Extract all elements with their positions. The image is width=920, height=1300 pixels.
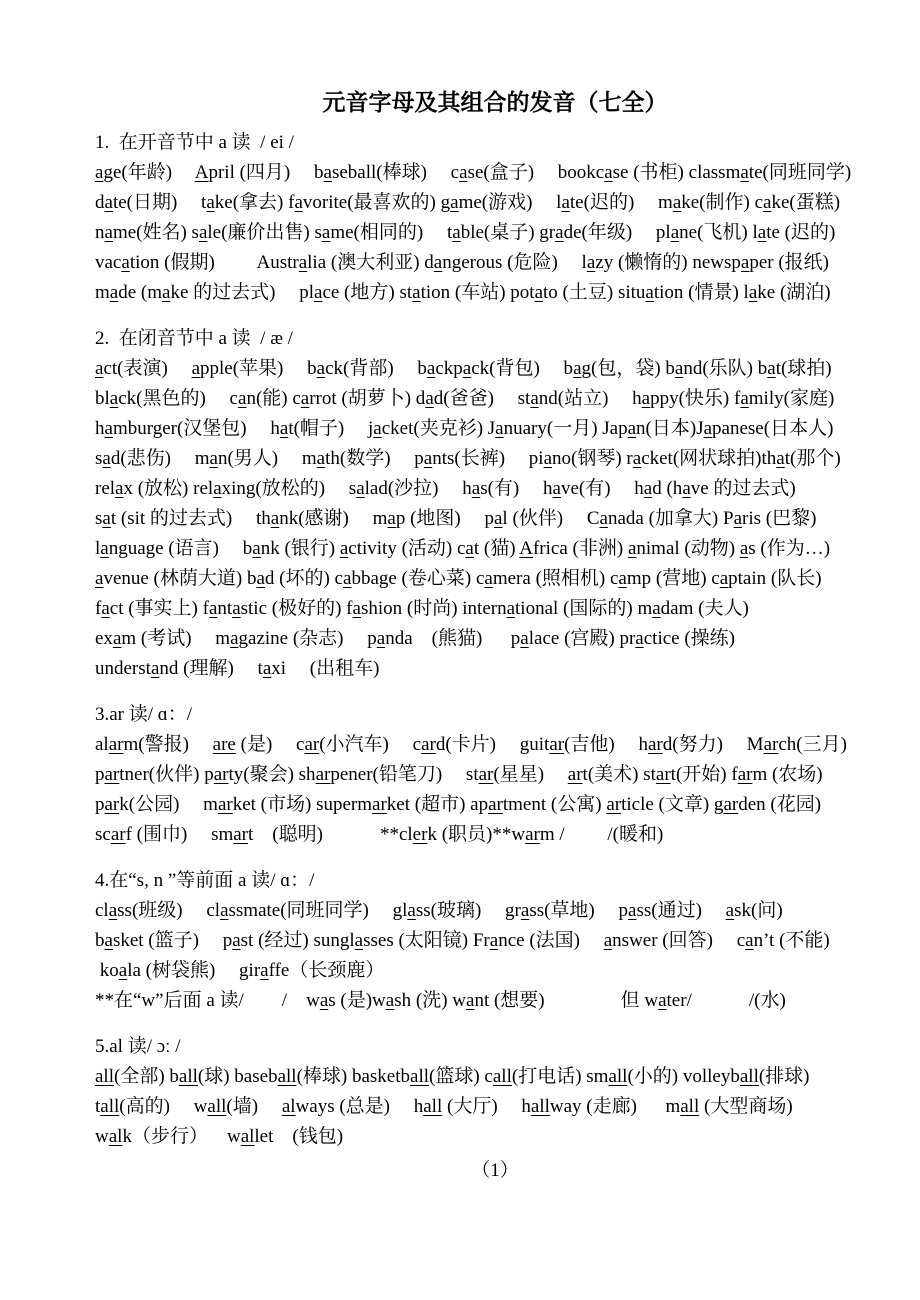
document-title: 元音字母及其组合的发音（七全）: [322, 90, 668, 115]
word-list-line: partner(伙伴) party(聚会) sharpener(铅笔刀) star(星星) art(美术) start(开始) farm (农场): [95, 764, 823, 785]
word-list-line: walk（步行） wallet (钱包): [95, 1126, 344, 1147]
word-list-line: all(全部) ball(球) baseball(棒球) basketball(篮球) call(打电话) small(小的) volleyball(排球): [95, 1066, 810, 1087]
word-list-line: date(日期) take(拿去) favorite(最喜欢的) game(游戏) late(迟的) make(制作) cake(蛋糕): [95, 192, 841, 213]
word-list-line: basket (篮子) past (经过) sunglasses (太阳镜) France (法国) answer (回答) can’t (不能): [95, 930, 830, 951]
word-list-line: name(姓名) sale(廉价出售) same(相同的) table(桌子) grade(年级) plane(飞机) late (迟的): [95, 222, 836, 243]
word-list-line: sad(悲伤) man(男人) math(数学) pants(长裤) piano(钢琴) racket(网状球拍)that(那个): [95, 448, 841, 469]
word-list-line: hamburger(汉堡包) hat(帽子) jacket(夹克衫) January(一月) Japan(日本)Japanese(日本人): [95, 418, 834, 439]
word-list-line: exam (考试) magazine (杂志) panda (熊猫) palace (宫殿) practice (操练): [95, 628, 735, 649]
word-list-line: made (make 的过去式) place (地方) station (车站) potato (土豆) situation (情景) lake (湖泊): [95, 282, 831, 303]
word-list-line: sat (sit 的过去式) thank(感谢) map (地图) pal (伙伴) Canada (加拿大) Paris (巴黎): [95, 508, 817, 529]
word-list-line: act(表演) apple(苹果) back(背部) backpack(背包) bag(包，袋) band(乐队) bat(球拍): [95, 358, 832, 379]
section-heading: 3.ar 读/ ɑ：/: [95, 704, 193, 725]
section-heading: 5.al 读/ ɔː /: [95, 1036, 181, 1057]
word-list-line: language (语言) bank (银行) activity (活动) cat (猫) Africa (非洲) animal (动物) as (作为…): [95, 538, 831, 559]
word-list-line: alarm(警报) are (是) car(小汽车) card(卡片) guitar(吉他) hard(努力) March(三月): [95, 734, 847, 755]
word-list-line: park(公园) market (市场) supermarket (超市) apartment (公寓) article (文章) garden (花园): [95, 794, 822, 815]
word-list-line: tall(高的) wall(墙) always (总是) hall (大厅) hallway (走廊) mall (大型商场): [95, 1096, 793, 1117]
section-heading: 1. 在开音节中 a 读 / ei /: [95, 132, 294, 153]
word-list-line: class(班级) classmate(同班同学) glass(玻璃) grass(草地) pass(通过) ask(问): [95, 900, 783, 921]
word-list-line: koala (树袋熊) giraffe（长颈鹿）: [95, 960, 385, 981]
word-list-line: understand (理解) taxi (出租车): [95, 658, 380, 679]
word-list-line: avenue (林荫大道) bad (坏的) cabbage (卷心菜) camera (照相机) camp (营地) captain (队长): [95, 568, 822, 589]
word-list-line: vacation (假期) Australia (澳大利亚) dangerous (危险) lazy (懒惰的) newspaper (报纸): [95, 252, 830, 273]
word-list-line: age(年龄) April (四月) baseball(棒球) case(盒子) bookcase (书柜) classmate(同班同学): [95, 162, 852, 183]
pronunciation-section: [95, 1032, 895, 1152]
section-heading: 4.在“s, n ”等前面 a 读/ ɑ：/: [95, 870, 315, 891]
section-heading: 2. 在闭音节中 a 读 / æ /: [95, 328, 293, 349]
word-list-line: fact (事实上) fantastic (极好的) fashion (时尚) international (国际的) madam (夫人): [95, 598, 749, 619]
sections-container: [95, 128, 895, 1152]
pronunciation-section: [95, 700, 895, 850]
pronunciation-section: [95, 324, 895, 684]
word-list-line: **在“w”后面 a 读/ / was (是)wash (洗) want (想要) 但 water/ /(水): [95, 990, 786, 1011]
word-list-line: relax (放松) relaxing(放松的) salad(沙拉) has(有) have(有) had (have 的过去式): [95, 478, 796, 499]
word-list-line: scarf (围巾) smart (聪明) **clerk (职员)**warm / /(暖和): [95, 824, 664, 845]
page-number: （1）: [471, 1160, 519, 1181]
pronunciation-section: [95, 866, 895, 1016]
word-list-line: black(黑色的) can(能) carrot (胡萝卜) dad(爸爸) stand(站立) happy(快乐) family(家庭): [95, 388, 835, 409]
pronunciation-section: [95, 128, 895, 308]
